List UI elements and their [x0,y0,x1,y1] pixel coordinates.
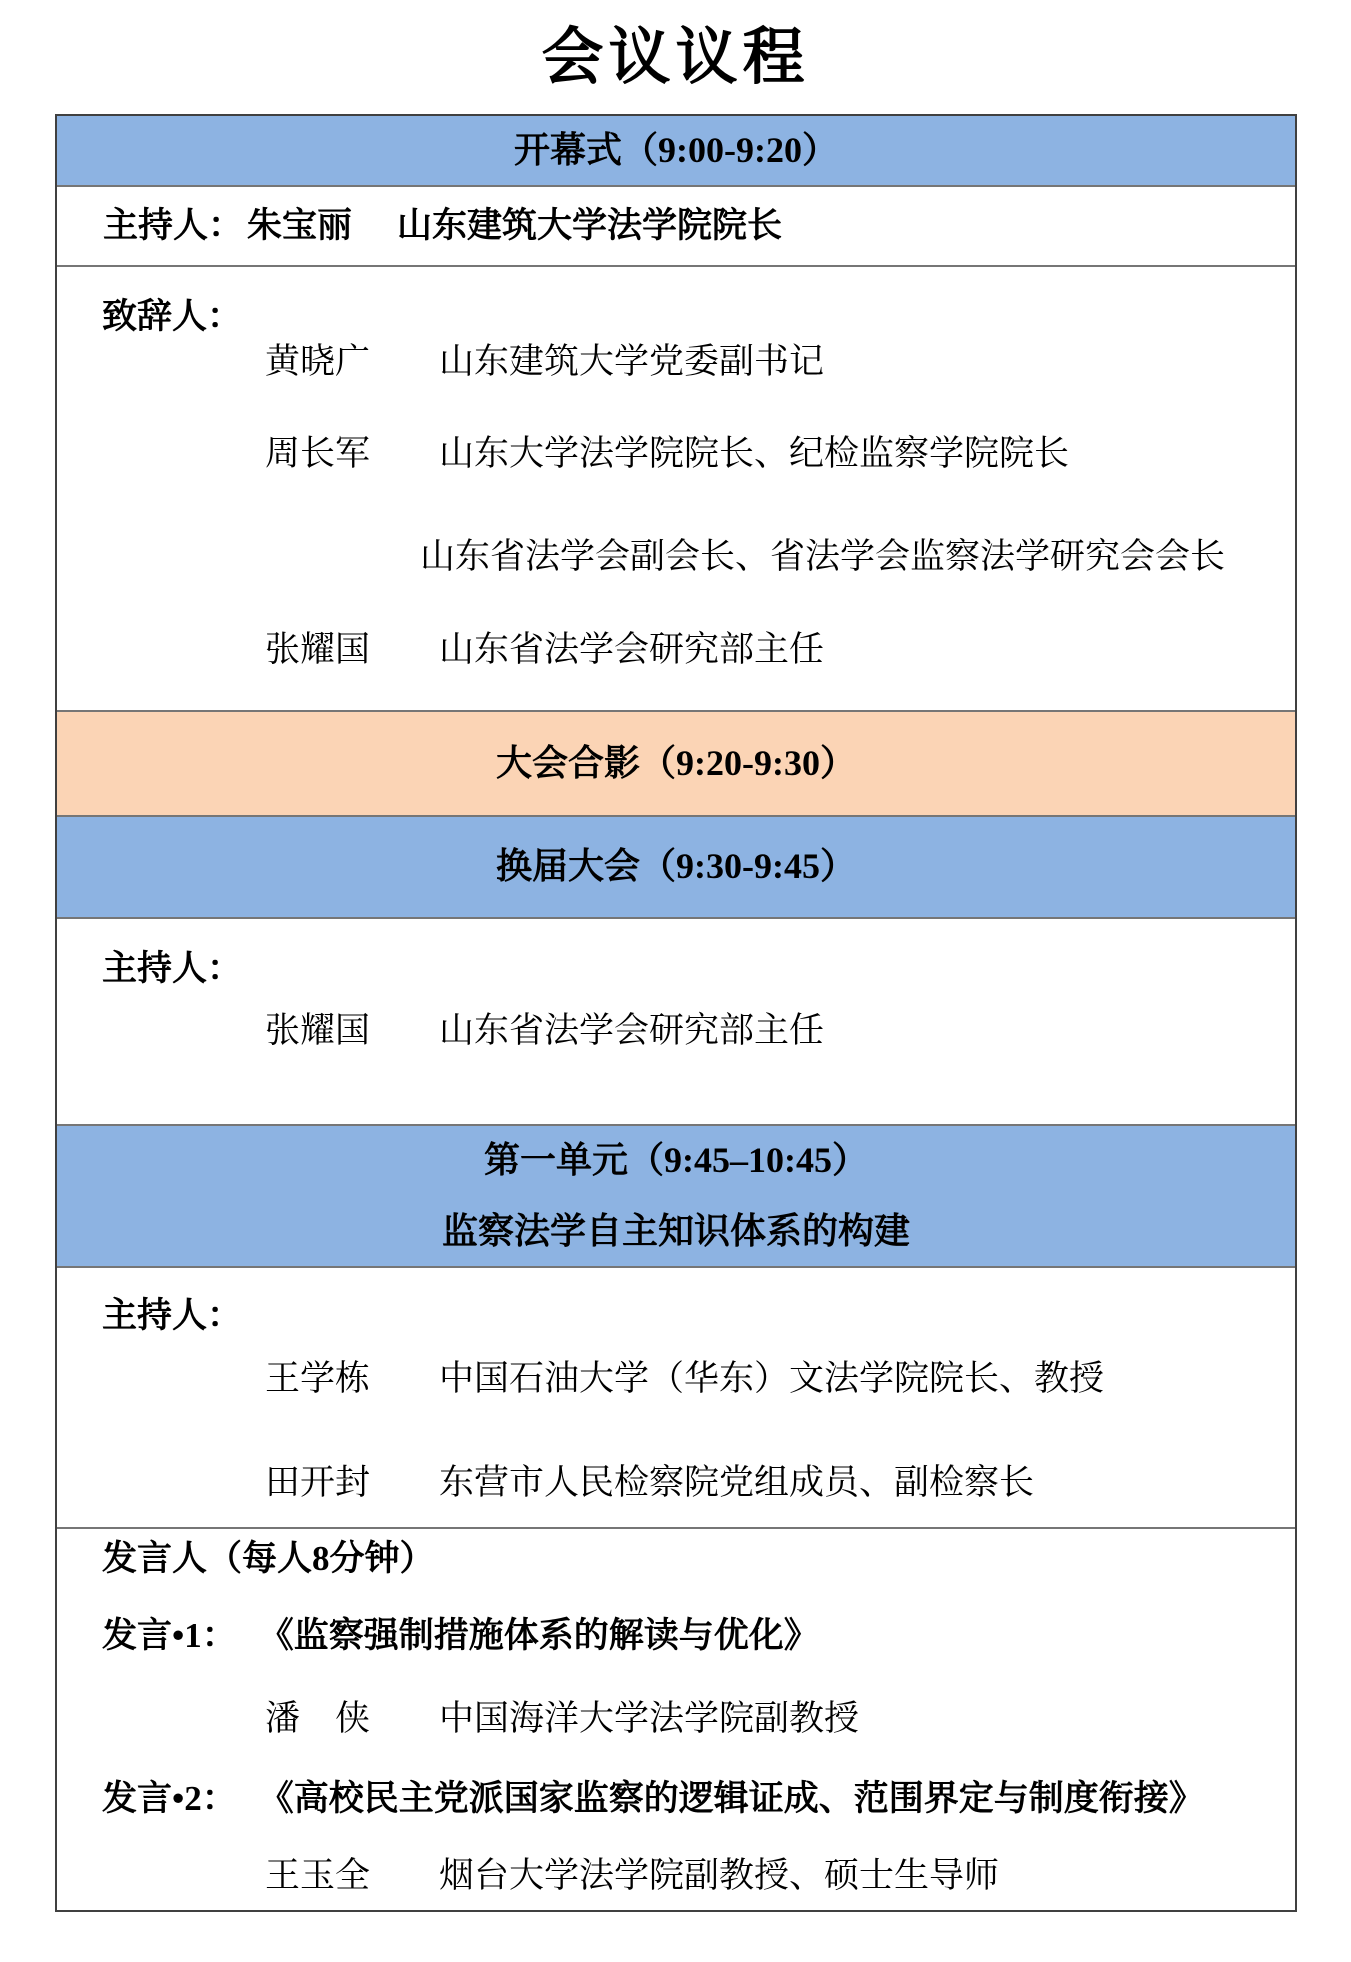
election-host-name: 张耀国 [265,1011,371,1050]
row-opening-speeches [57,267,1295,712]
talk-2-line [57,1779,1295,1819]
speech-speaker-1-name: 黄晓广 [265,342,371,381]
section-header-unit1 [57,1126,1295,1268]
opening-host-line [57,206,782,246]
talk-2-speaker [57,1856,1295,1896]
talk-2-title: 《高校民主党派国家监察的逻辑证成、范围界定与制度衔接》 [258,1779,1204,1818]
section-header-group-photo [57,712,1295,817]
unit1-host-2 [57,1463,1295,1503]
election-host-line [57,1011,1295,1051]
speech-speaker-1-affiliation: 山东建筑大学党委副书记 [439,342,825,381]
speech-speaker-3-name: 张耀国 [265,630,371,669]
unit1-host-1-affiliation: 中国石油大学（华东）文法学院院长、教授 [439,1359,1105,1398]
section-header-unit1-topic: 监察法学自主知识体系的构建 [441,1211,910,1251]
unit1-host-2-affiliation: 东营市人民检察院党组成员、副检察长 [439,1463,1035,1502]
opening-host-affiliation: 山东建筑大学法学院院长 [397,206,783,245]
unit1-host-2-name: 田开封 [265,1463,371,1502]
speech-speaker-1 [57,342,1295,382]
talk-1-label: 发言•1： [102,1616,237,1655]
talk-2-speaker-affiliation: 烟台大学法学院副教授、硕士生导师 [439,1856,1000,1895]
speech-speaker-3 [57,630,1295,670]
page-title: 会议议程 [541,24,810,92]
unit1-host-1-name: 王学栋 [265,1359,371,1398]
row-unit1-talks [57,1529,1295,1910]
row-election-host [57,919,1295,1126]
talk-2-label: 发言•2： [102,1779,237,1818]
row-opening-host [57,187,1295,267]
speech-speaker-3-affiliation: 山东省法学会研究部主任 [439,630,825,669]
unit1-hosts-label: 主持人： [102,1296,243,1335]
talk-1-title: 《监察强制措施体系的解读与优化》 [258,1616,819,1655]
speeches-label: 致辞人： [102,297,243,336]
row-unit1-hosts [57,1268,1295,1529]
section-header-opening-ceremony-label: 开幕式（9:00-9:20） [514,129,838,170]
section-header-opening-ceremony [57,116,1295,187]
talks-label: 发言人（每人8分钟） [102,1539,435,1578]
talk-1-speaker-affiliation: 中国海洋大学法学院副教授 [439,1699,860,1738]
talk-1-speaker [57,1699,1295,1739]
section-header-election-meeting-label: 换届大会（9:30-9:45） [496,846,856,887]
section-header-election-meeting [57,817,1295,919]
election-host-label: 主持人： [102,949,243,988]
speech-speaker-2-affiliation-2: 山东省法学会副会长、省法学会监察法学研究会会长 [420,537,1226,576]
speech-speaker-2-name: 周长军 [265,434,371,473]
speech-speaker-2-affiliation: 山东大学法学院院长、纪检监察学院院长 [439,434,1070,473]
agenda-table [55,114,1297,1912]
talk-1-line [57,1616,1295,1656]
election-host-affiliation: 山东省法学会研究部主任 [439,1011,825,1050]
speech-speaker-2 [57,434,1295,474]
talk-1-speaker-name: 潘 侠 [265,1699,371,1738]
section-header-group-photo-label: 大会合影（9:20-9:30） [496,742,856,783]
talk-2-speaker-name: 王玉全 [265,1856,371,1895]
opening-host-label: 主持人： [103,206,244,245]
section-header-unit1-time: 第一单元（9:45–10:45） [484,1139,868,1180]
unit1-host-1 [57,1359,1295,1399]
opening-host-name: 朱宝丽 [247,206,353,245]
